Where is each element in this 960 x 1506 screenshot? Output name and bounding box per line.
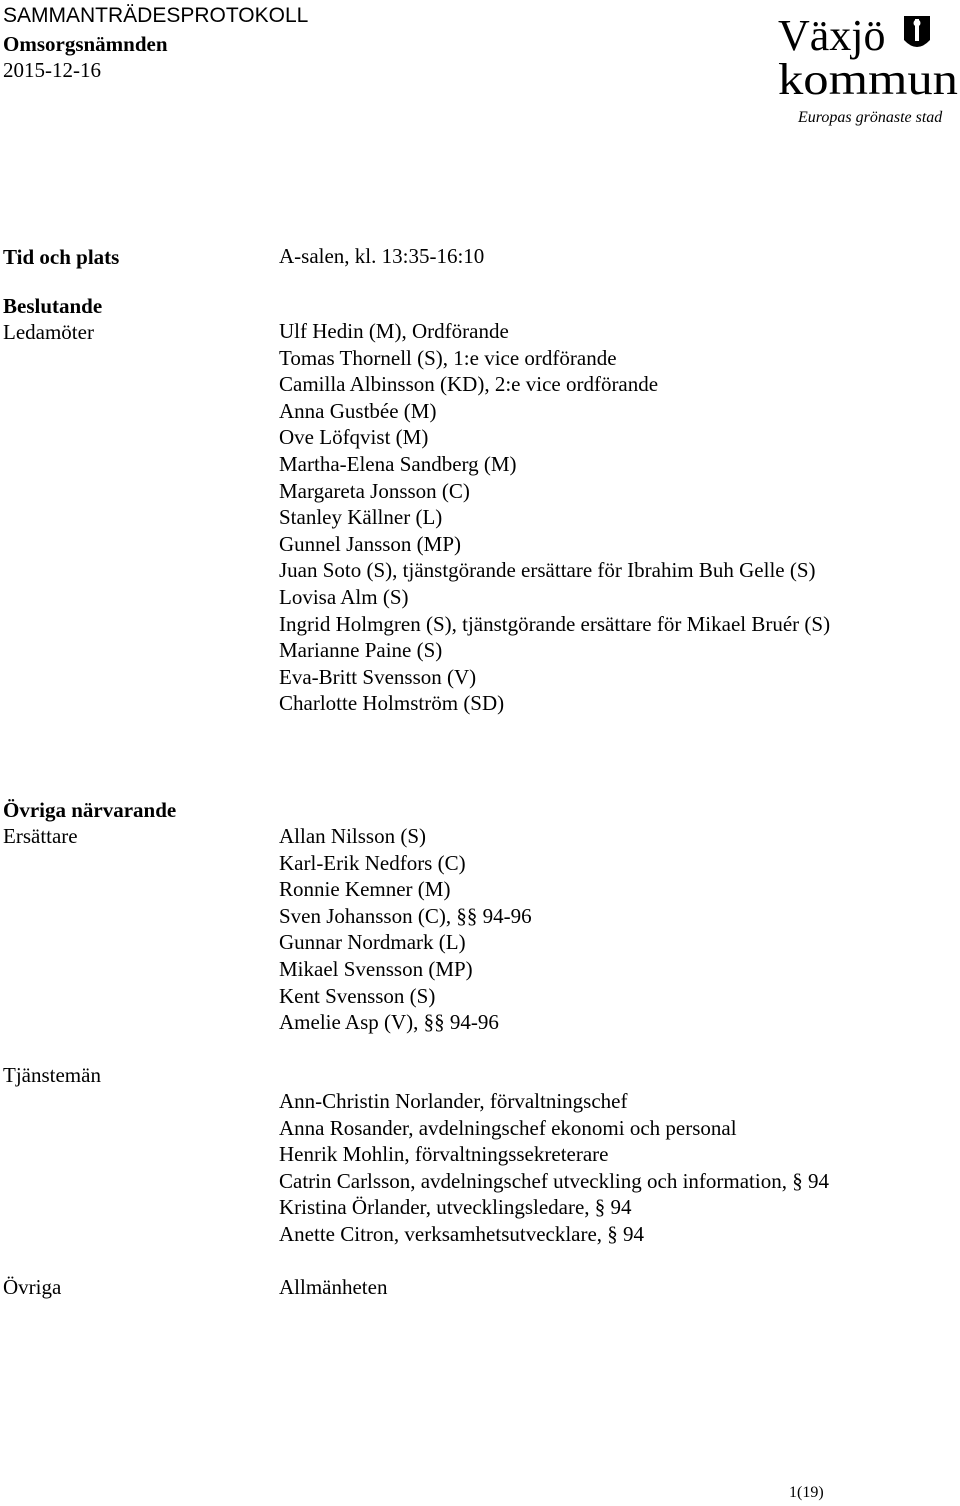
list-item: Ingrid Holmgren (S), tjänstgörande ersättare för Mikael Bruér (S): [279, 611, 831, 636]
ovriga-narvarande-heading: Övriga närvarande: [3, 798, 177, 822]
coat-of-arms-icon: [904, 16, 930, 47]
list-item: Ove Löfqvist (M): [279, 425, 429, 450]
list-item: Ulf Hedin (M), Ordförande: [279, 319, 509, 343]
logo-graphic: [778, 10, 958, 130]
list-item: Eva-Britt Svensson (V): [279, 664, 477, 689]
list-item: Mikael Svensson (MP): [279, 956, 473, 981]
list-item: Lovisa Alm (S): [279, 584, 409, 609]
list-item: Tomas Thornell (S), 1:e vice ordförande: [279, 345, 617, 370]
list-item: Margareta Jonsson (C): [279, 478, 470, 503]
list-item: Anette Citron, verksamhetsutvecklare, § 94: [279, 1221, 645, 1246]
logo-text-line2: kommun: [778, 55, 958, 104]
time-place-label: Tid och plats: [3, 245, 120, 269]
list-item: Gunnel Jansson (MP): [279, 531, 461, 556]
vaxjo-kommun-logo: [778, 10, 958, 130]
list-item: Anna Gustbée (M): [279, 398, 437, 423]
ersattare-list: [279, 823, 532, 1036]
list-item: Camilla Albinsson (KD), 2:e vice ordförande: [279, 372, 659, 397]
list-item: Martha-Elena Sandberg (M): [279, 451, 517, 476]
document-type-title: SAMMANTRÄDESPROTOKOLL: [3, 4, 309, 27]
list-item: Anna Rosander, avdelningschef ekonomi och personal: [279, 1115, 737, 1140]
logo-text-line1: Växjö: [778, 11, 886, 60]
ovriga-value: Allmänheten: [279, 1275, 388, 1299]
beslutande-heading: Beslutande: [3, 294, 103, 318]
list-item: Gunnar Nordmark (L): [279, 930, 466, 955]
list-item: Ann-Christin Norlander, förvaltningschef: [279, 1089, 628, 1113]
tjanstemen-label: Tjänstemän: [3, 1063, 101, 1087]
ledamoter-label: Ledamöter: [3, 320, 94, 344]
page-number: 1(19): [789, 1484, 824, 1501]
list-item: Catrin Carlsson, avdelningschef utveckling och information, § 94: [279, 1168, 829, 1193]
list-item: Marianne Paine (S): [279, 638, 443, 663]
list-item: Karl-Erik Nedfors (C): [279, 850, 466, 875]
list-item: Kristina Örlander, utvecklingsledare, § 94: [279, 1195, 632, 1220]
logo-tagline: Europas grönaste stad: [798, 109, 943, 126]
list-item: Juan Soto (S), tjänstgörande ersättare för Ibrahim Buh Gelle (S): [279, 558, 816, 583]
list-item: Stanley Källner (L): [279, 505, 443, 530]
meeting-date: 2015-12-16: [3, 58, 101, 82]
list-item: Henrik Mohlin, förvaltningssekreterare: [279, 1142, 609, 1167]
list-item: Ronnie Kemner (M): [279, 877, 451, 902]
list-item: Sven Johansson (C), §§ 94-96: [279, 903, 532, 928]
list-item: Charlotte Holmström (SD): [279, 691, 505, 716]
list-item: Amelie Asp (V), §§ 94-96: [279, 1010, 499, 1035]
ledamoter-list: [279, 318, 830, 717]
ersattare-label: Ersättare: [3, 824, 78, 848]
tjanstemen-list: [279, 1088, 829, 1248]
organ-name: Omsorgsnämnden: [3, 32, 168, 56]
list-item: Allan Nilsson (S): [279, 824, 426, 848]
list-item: Kent Svensson (S): [279, 983, 436, 1008]
time-place-value: A-salen, kl. 13:35-16:10: [279, 244, 485, 268]
ovriga-label: Övriga: [3, 1275, 62, 1299]
